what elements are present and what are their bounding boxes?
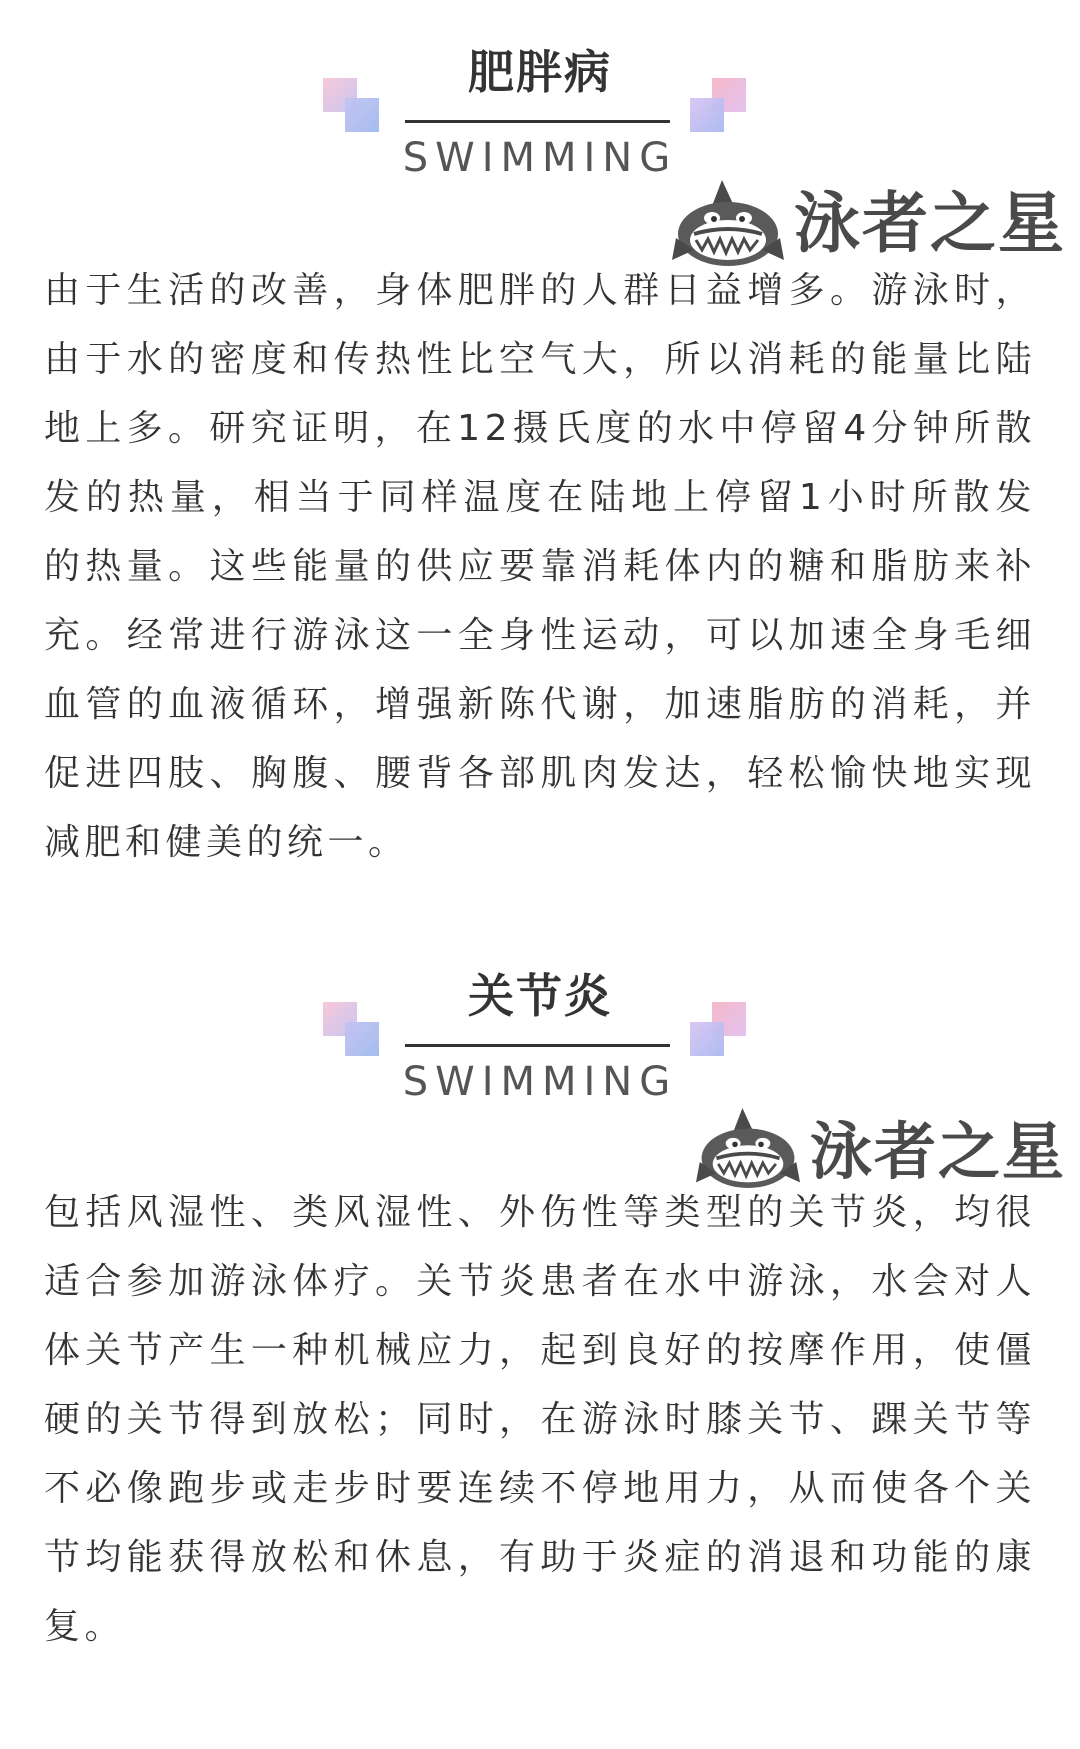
section-body: 由于生活的改善，身体肥胖的人群日益增多。游泳时，由于水的密度和传热性比空气大，所以消耗的能量比陆地上多。研究证明，在12摄氏度的水中停留4分钟所散发的热量，相当于同样温度在陆地上停留1小时所散发的热量。这些能量的供应要靠消耗体内的糖和脂肪来补充。经常进行游泳这一全身性运动，可以加速全身毛细血管的血液循环，增强新陈代谢，加速脂肪的消耗，并促进四肢、胸腹、腰背各部肌肉发达，轻松愉快地实现减肥和健美的统一。 (44, 270, 1036, 863)
section-title: 肥胖病 (468, 45, 612, 99)
title-divider (405, 120, 670, 123)
section-header (0, 966, 1080, 1105)
section-body: 包括风湿性、类风湿性、外伤性等类型的关节炎，均很适合参加游泳体疗。关节炎患者在水中游泳，水会对人体关节产生一种机械应力，起到良好的按摩作用，使僵硬的关节得到放松；同时，在游泳时膝关节、踝关节等不必像跑步或走步时要连续不停地用力，从而使各个关节均能获得放松和休息，有助于炎症的消退和功能的康复。 (44, 1192, 1036, 1647)
decorative-squares-right (690, 78, 754, 134)
section-subtitle: SWIMMING (402, 1059, 678, 1105)
brand-logo-text: 泳者之星 (810, 1115, 1067, 1188)
decorative-squares-right (690, 1002, 754, 1058)
title-divider (405, 1044, 670, 1047)
section-header (0, 42, 1080, 181)
brand-logo-text: 泳者之星 (794, 185, 1066, 262)
section-title: 关节炎 (468, 969, 612, 1023)
section-subtitle: SWIMMING (402, 135, 678, 181)
